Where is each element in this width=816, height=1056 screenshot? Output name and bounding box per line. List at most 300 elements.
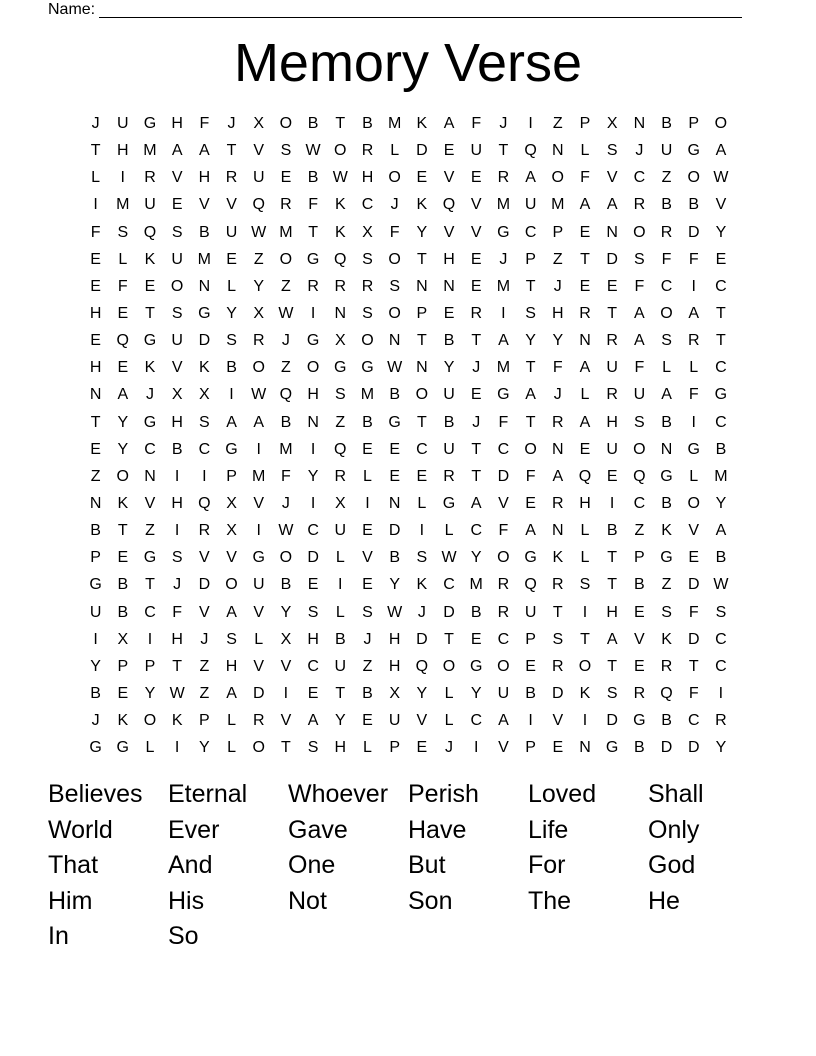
grid-letter[interactable]: F xyxy=(172,603,183,621)
grid-letter[interactable]: G xyxy=(143,413,157,431)
grid-letter[interactable]: D xyxy=(388,522,401,540)
grid-letter[interactable]: C xyxy=(524,223,537,241)
grid-letter[interactable]: V xyxy=(144,494,156,512)
grid-letter[interactable]: B xyxy=(443,332,455,350)
grid-letter[interactable]: V xyxy=(470,196,482,214)
grid-letter[interactable]: M xyxy=(387,115,402,132)
grid-letter[interactable]: R xyxy=(198,522,211,540)
grid-letter[interactable]: V xyxy=(362,549,373,567)
grid-letter[interactable]: Y xyxy=(715,494,727,512)
grid-letter[interactable]: L xyxy=(580,522,590,540)
name-blank-line[interactable] xyxy=(99,2,742,18)
grid-letter[interactable]: L xyxy=(689,467,699,485)
grid-letter[interactable]: Y xyxy=(117,440,129,458)
grid-letter[interactable]: E xyxy=(634,603,645,621)
grid-letter[interactable]: Q xyxy=(143,223,157,241)
grid-letter[interactable]: A xyxy=(715,142,727,160)
grid-letter[interactable]: N xyxy=(144,467,156,485)
grid-letter[interactable]: L xyxy=(145,739,155,757)
grid-letter[interactable]: Q xyxy=(415,657,429,675)
grid-letter[interactable]: B xyxy=(362,684,373,702)
grid-letter[interactable]: N xyxy=(89,494,102,512)
grid-letter[interactable]: C xyxy=(715,657,727,675)
grid-letter[interactable]: G xyxy=(687,142,700,160)
grid-letter[interactable]: N xyxy=(388,332,401,350)
grid-letter[interactable]: E xyxy=(552,739,564,757)
grid-letter[interactable]: T xyxy=(552,603,563,621)
grid-letter[interactable]: A xyxy=(226,603,237,621)
grid-letter[interactable]: O xyxy=(442,657,456,675)
grid-letter[interactable]: G xyxy=(334,359,347,377)
grid-letter[interactable]: K xyxy=(144,250,156,268)
grid-letter[interactable]: D xyxy=(198,576,211,594)
grid-letter[interactable]: S xyxy=(362,304,373,322)
grid-letter[interactable]: G xyxy=(361,359,374,377)
grid-letter[interactable]: N xyxy=(579,332,591,350)
grid-letter[interactable]: L xyxy=(91,169,101,187)
grid-letter[interactable]: E xyxy=(117,549,129,567)
grid-letter[interactable]: T xyxy=(308,223,318,241)
grid-letter[interactable]: Y xyxy=(470,684,482,702)
grid-letter[interactable]: C xyxy=(416,440,428,458)
grid-letter[interactable]: F xyxy=(308,196,318,214)
grid-letter[interactable]: E xyxy=(307,684,319,702)
grid-letter[interactable]: M xyxy=(496,196,511,214)
grid-letter[interactable]: W xyxy=(441,549,457,567)
grid-letter[interactable]: O xyxy=(388,169,401,187)
grid-letter[interactable]: I xyxy=(93,630,98,648)
grid-letter[interactable]: C xyxy=(361,196,374,214)
grid-letter[interactable]: Y xyxy=(253,277,265,295)
grid-letter[interactable]: P xyxy=(117,657,129,675)
grid-letter[interactable]: G xyxy=(687,440,700,458)
grid-letter[interactable]: A xyxy=(525,386,536,404)
grid-letter[interactable]: L xyxy=(335,549,345,567)
grid-letter[interactable]: N xyxy=(660,440,673,458)
grid-letter[interactable]: U xyxy=(443,386,455,404)
grid-letter[interactable]: W xyxy=(713,576,729,594)
grid-letter[interactable]: V xyxy=(199,549,210,567)
grid-letter[interactable]: N xyxy=(416,277,428,295)
grid-letter[interactable]: F xyxy=(688,603,699,621)
grid-letter[interactable]: U xyxy=(606,359,618,377)
grid-letter[interactable]: F xyxy=(552,359,563,377)
grid-letter[interactable]: T xyxy=(145,304,155,322)
grid-letter[interactable]: R xyxy=(606,386,618,404)
grid-letter[interactable]: A xyxy=(579,359,591,377)
grid-letter[interactable]: P xyxy=(389,739,400,757)
grid-letter[interactable]: Q xyxy=(660,684,673,702)
grid-letter[interactable]: F xyxy=(471,115,482,132)
grid-letter[interactable]: I xyxy=(419,522,425,540)
grid-letter[interactable]: U xyxy=(443,440,455,458)
grid-letter[interactable]: K xyxy=(661,522,672,540)
grid-letter[interactable]: L xyxy=(254,630,264,648)
grid-letter[interactable]: I xyxy=(283,684,289,702)
grid-letter[interactable]: U xyxy=(171,332,183,350)
grid-letter[interactable]: D xyxy=(660,739,673,757)
grid-letter[interactable]: E xyxy=(90,277,101,295)
grid-letter[interactable]: B xyxy=(661,196,672,214)
grid-letter[interactable]: C xyxy=(198,440,211,458)
grid-letter[interactable]: R xyxy=(633,684,646,702)
grid-letter[interactable]: B xyxy=(443,413,455,431)
grid-letter[interactable]: M xyxy=(551,196,565,214)
grid-letter[interactable]: S xyxy=(171,304,183,322)
grid-letter[interactable]: M xyxy=(469,576,483,594)
grid-letter[interactable]: I xyxy=(338,576,343,594)
grid-letter[interactable]: T xyxy=(90,413,101,431)
grid-letter[interactable]: U xyxy=(334,657,347,675)
grid-letter[interactable]: L xyxy=(580,142,590,160)
grid-letter[interactable]: N xyxy=(89,386,102,404)
grid-letter[interactable]: U xyxy=(117,115,129,132)
grid-letter[interactable]: W xyxy=(387,359,403,377)
grid-letter[interactable]: V xyxy=(498,494,509,512)
grid-letter[interactable]: S xyxy=(226,630,237,648)
grid-letter[interactable]: Z xyxy=(661,169,672,187)
grid-letter[interactable]: U xyxy=(334,522,347,540)
grid-letter[interactable]: X xyxy=(389,684,400,702)
grid-letter[interactable]: P xyxy=(552,223,564,241)
grid-letter[interactable]: G xyxy=(198,304,211,322)
grid-letter[interactable]: A xyxy=(498,332,509,350)
grid-letter[interactable]: O xyxy=(388,250,401,268)
grid-letter[interactable]: Y xyxy=(334,712,346,730)
grid-letter[interactable]: C xyxy=(497,630,510,648)
grid-letter[interactable]: E xyxy=(416,467,428,485)
grid-letter[interactable]: U xyxy=(606,440,618,458)
grid-letter[interactable]: F xyxy=(634,359,645,377)
grid-letter[interactable]: M xyxy=(360,386,375,404)
grid-letter[interactable]: I xyxy=(93,196,98,214)
grid-letter[interactable]: L xyxy=(580,386,590,404)
grid-letter[interactable]: B xyxy=(634,739,645,757)
grid-letter[interactable]: L xyxy=(335,603,345,621)
grid-letter[interactable]: O xyxy=(279,549,293,567)
grid-letter[interactable]: W xyxy=(278,304,294,322)
grid-letter[interactable]: X xyxy=(199,386,210,404)
grid-letter[interactable]: C xyxy=(144,603,156,621)
grid-letter[interactable]: G xyxy=(469,657,483,675)
grid-letter[interactable]: D xyxy=(687,739,700,757)
grid-letter[interactable]: I xyxy=(202,467,207,485)
grid-letter[interactable]: E xyxy=(525,494,536,512)
grid-letter[interactable]: B xyxy=(117,603,129,621)
grid-letter[interactable]: R xyxy=(660,223,673,241)
grid-letter[interactable]: I xyxy=(501,304,506,322)
grid-letter[interactable]: B xyxy=(634,576,645,594)
grid-letter[interactable]: Q xyxy=(252,196,265,214)
grid-letter[interactable]: Z xyxy=(281,277,291,295)
grid-letter[interactable]: S xyxy=(389,277,400,295)
grid-letter[interactable]: S xyxy=(715,603,727,621)
grid-letter[interactable]: E xyxy=(715,250,727,268)
grid-letter[interactable]: V xyxy=(199,603,210,621)
grid-letter[interactable]: C xyxy=(470,712,482,730)
grid-letter[interactable]: E xyxy=(307,576,319,594)
grid-letter[interactable]: J xyxy=(227,115,236,132)
grid-letter[interactable]: E xyxy=(470,250,482,268)
grid-letter[interactable]: B xyxy=(715,440,727,458)
grid-letter[interactable]: G xyxy=(714,386,728,404)
grid-letter[interactable]: P xyxy=(634,549,645,567)
grid-letter[interactable]: X xyxy=(117,630,129,648)
grid-letter[interactable]: A xyxy=(579,196,591,214)
grid-letter[interactable]: E xyxy=(362,522,373,540)
grid-letter[interactable]: S xyxy=(634,250,645,268)
grid-letter[interactable]: E xyxy=(362,440,373,458)
grid-letter[interactable]: J xyxy=(472,359,481,377)
grid-letter[interactable]: N xyxy=(388,494,401,512)
grid-letter[interactable]: O xyxy=(334,142,347,160)
grid-letter[interactable]: T xyxy=(716,332,726,350)
grid-letter[interactable]: C xyxy=(307,657,319,675)
grid-letter[interactable]: E xyxy=(579,223,591,241)
grid-letter[interactable]: G xyxy=(89,576,102,594)
grid-letter[interactable]: B xyxy=(606,522,618,540)
grid-letter[interactable]: D xyxy=(497,467,510,485)
grid-letter[interactable]: O xyxy=(143,712,157,730)
grid-letter[interactable]: I xyxy=(256,440,261,458)
grid-letter[interactable]: J xyxy=(281,332,290,350)
grid-letter[interactable]: H xyxy=(89,304,102,322)
grid-letter[interactable]: R xyxy=(633,196,646,214)
grid-letter[interactable]: K xyxy=(416,576,428,594)
grid-letter[interactable]: G xyxy=(633,712,646,730)
grid-letter[interactable]: H xyxy=(171,413,183,431)
grid-letter[interactable]: T xyxy=(471,332,482,350)
grid-letter[interactable]: I xyxy=(528,712,533,730)
grid-letter[interactable]: X xyxy=(253,304,265,322)
grid-letter[interactable]: M xyxy=(252,467,266,485)
grid-letter[interactable]: G xyxy=(225,440,238,458)
grid-letter[interactable]: C xyxy=(470,522,482,540)
grid-letter[interactable]: W xyxy=(278,522,294,540)
grid-letter[interactable]: A xyxy=(525,169,536,187)
grid-letter[interactable]: S xyxy=(171,549,183,567)
grid-letter[interactable]: Q xyxy=(279,386,293,404)
grid-letter[interactable]: G xyxy=(306,250,320,268)
grid-letter[interactable]: J xyxy=(472,413,481,431)
grid-letter[interactable]: J xyxy=(417,603,426,621)
grid-letter[interactable]: I xyxy=(229,386,234,404)
grid-letter[interactable]: W xyxy=(251,223,267,241)
grid-letter[interactable]: Q xyxy=(334,250,347,268)
grid-letter[interactable]: S xyxy=(661,603,672,621)
grid-letter[interactable]: E xyxy=(90,250,101,268)
grid-letter[interactable]: A xyxy=(470,494,482,512)
grid-letter[interactable]: S xyxy=(307,739,319,757)
grid-letter[interactable]: V xyxy=(280,657,292,675)
grid-letter[interactable]: T xyxy=(607,576,618,594)
grid-letter[interactable]: U xyxy=(144,196,156,214)
grid-letter[interactable]: Z xyxy=(281,359,291,377)
grid-letter[interactable]: H xyxy=(198,169,211,187)
grid-letter[interactable]: D xyxy=(416,142,428,160)
grid-letter[interactable]: B xyxy=(715,549,727,567)
grid-letter[interactable]: J xyxy=(200,630,209,648)
grid-letter[interactable]: M xyxy=(197,250,211,268)
grid-letter[interactable]: E xyxy=(688,549,700,567)
grid-letter[interactable]: S xyxy=(416,549,428,567)
grid-letter[interactable]: Z xyxy=(634,522,645,540)
grid-letter[interactable]: H xyxy=(171,630,183,648)
grid-letter[interactable]: F xyxy=(688,684,699,702)
grid-letter[interactable]: B xyxy=(389,386,400,404)
grid-letter[interactable]: K xyxy=(661,630,672,648)
grid-letter[interactable]: K xyxy=(552,549,564,567)
grid-letter[interactable]: R xyxy=(497,603,510,621)
grid-letter[interactable]: K xyxy=(334,223,346,241)
grid-letter[interactable]: P xyxy=(90,549,101,567)
grid-letter[interactable]: I xyxy=(582,603,588,621)
grid-letter[interactable]: Z xyxy=(90,467,101,485)
grid-letter[interactable]: W xyxy=(169,684,185,702)
grid-letter[interactable]: S xyxy=(362,250,373,268)
grid-letter[interactable]: F xyxy=(498,522,509,540)
grid-letter[interactable]: B xyxy=(90,684,101,702)
grid-letter[interactable]: B xyxy=(661,494,672,512)
grid-letter[interactable]: H xyxy=(117,142,129,160)
grid-letter[interactable]: L xyxy=(417,494,427,512)
grid-letter[interactable]: B xyxy=(688,196,700,214)
grid-letter[interactable]: N xyxy=(552,440,564,458)
grid-letter[interactable]: U xyxy=(388,712,401,730)
grid-letter[interactable]: A xyxy=(525,522,536,540)
grid-letter[interactable]: J xyxy=(553,386,562,404)
grid-letter[interactable]: E xyxy=(525,657,536,675)
grid-letter[interactable]: O xyxy=(551,169,564,187)
grid-letter[interactable]: G xyxy=(388,413,401,431)
grid-letter[interactable]: T xyxy=(444,630,454,648)
grid-letter[interactable]: A xyxy=(307,712,319,730)
grid-letter[interactable]: S xyxy=(307,603,319,621)
grid-letter[interactable]: S xyxy=(606,142,618,160)
grid-letter[interactable]: X xyxy=(280,630,292,648)
grid-letter[interactable]: D xyxy=(687,576,700,594)
grid-letter[interactable]: V xyxy=(634,630,645,648)
grid-letter[interactable]: R xyxy=(552,494,564,512)
grid-letter[interactable]: I xyxy=(256,522,261,540)
grid-letter[interactable]: M xyxy=(496,359,511,377)
grid-letter[interactable]: A xyxy=(443,115,455,132)
grid-letter[interactable]: E xyxy=(470,277,482,295)
grid-letter[interactable]: B xyxy=(389,549,400,567)
grid-letter[interactable]: R xyxy=(361,277,374,295)
grid-letter[interactable]: T xyxy=(525,277,536,295)
grid-letter[interactable]: E xyxy=(606,467,618,485)
grid-letter[interactable]: R xyxy=(252,332,265,350)
grid-letter[interactable]: H xyxy=(307,630,319,648)
grid-letter[interactable]: G xyxy=(143,115,157,132)
grid-letter[interactable]: E xyxy=(362,712,373,730)
grid-letter[interactable]: T xyxy=(471,440,482,458)
grid-letter[interactable]: Y xyxy=(90,657,101,675)
grid-letter[interactable]: B xyxy=(362,115,373,132)
grid-letter[interactable]: H xyxy=(579,494,591,512)
grid-letter[interactable]: B xyxy=(661,712,672,730)
grid-letter[interactable]: T xyxy=(716,304,726,322)
grid-letter[interactable]: N xyxy=(552,142,564,160)
grid-letter[interactable]: S xyxy=(280,142,292,160)
grid-letter[interactable]: H xyxy=(388,657,401,675)
grid-letter[interactable]: Y xyxy=(416,684,428,702)
grid-letter[interactable]: E xyxy=(280,169,292,187)
grid-letter[interactable]: W xyxy=(251,386,267,404)
grid-letter[interactable]: N xyxy=(443,277,455,295)
grid-letter[interactable]: W xyxy=(387,603,403,621)
grid-letter[interactable]: R xyxy=(497,169,510,187)
grid-letter[interactable]: O xyxy=(687,169,700,187)
grid-letter[interactable]: I xyxy=(473,739,479,757)
grid-letter[interactable]: J xyxy=(553,277,562,295)
grid-letter[interactable]: V xyxy=(443,169,455,187)
grid-letter[interactable]: M xyxy=(116,196,130,214)
grid-letter[interactable]: C xyxy=(633,169,646,187)
grid-letter[interactable]: T xyxy=(145,576,155,594)
grid-letter[interactable]: T xyxy=(117,522,128,540)
grid-letter[interactable]: J xyxy=(499,115,508,132)
grid-letter[interactable]: U xyxy=(470,142,482,160)
grid-letter[interactable]: S xyxy=(171,223,183,241)
grid-letter[interactable]: S xyxy=(661,332,672,350)
grid-letter[interactable]: B xyxy=(226,359,237,377)
grid-letter[interactable]: P xyxy=(416,304,428,322)
grid-letter[interactable]: G xyxy=(252,549,265,567)
grid-letter[interactable]: L xyxy=(227,712,236,730)
grid-letter[interactable]: F xyxy=(688,250,699,268)
grid-letter[interactable]: C xyxy=(687,712,700,730)
grid-letter[interactable]: D xyxy=(687,223,700,241)
grid-letter[interactable]: K xyxy=(199,359,210,377)
grid-letter[interactable]: V xyxy=(715,196,727,214)
grid-letter[interactable]: R xyxy=(552,657,564,675)
grid-letter[interactable]: E xyxy=(470,169,482,187)
grid-letter[interactable]: D xyxy=(687,630,700,648)
grid-letter[interactable]: I xyxy=(174,522,180,540)
grid-letter[interactable]: B xyxy=(117,576,129,594)
grid-letter[interactable]: A xyxy=(226,413,237,431)
grid-letter[interactable]: L xyxy=(444,522,454,540)
grid-letter[interactable]: G xyxy=(442,494,456,512)
grid-letter[interactable]: N xyxy=(198,277,211,295)
grid-letter[interactable]: Y xyxy=(226,304,237,322)
grid-letter[interactable]: Q xyxy=(198,494,211,512)
grid-letter[interactable]: B xyxy=(525,684,536,702)
grid-letter[interactable]: H xyxy=(443,250,455,268)
grid-letter[interactable]: V xyxy=(253,142,265,160)
grid-letter[interactable]: R xyxy=(715,712,727,730)
grid-letter[interactable]: F xyxy=(661,250,672,268)
grid-letter[interactable]: O xyxy=(633,440,646,458)
grid-letter[interactable]: E xyxy=(389,440,400,458)
grid-letter[interactable]: H xyxy=(171,115,183,132)
grid-letter[interactable]: H xyxy=(225,657,238,675)
grid-letter[interactable]: H xyxy=(606,413,618,431)
grid-letter[interactable]: D xyxy=(307,549,319,567)
grid-letter[interactable]: K xyxy=(334,196,346,214)
grid-letter[interactable]: Q xyxy=(442,196,456,214)
grid-letter[interactable]: D xyxy=(606,250,618,268)
grid-letter[interactable]: Y xyxy=(552,332,564,350)
grid-letter[interactable]: T xyxy=(607,549,618,567)
grid-letter[interactable]: B xyxy=(90,522,101,540)
grid-letter[interactable]: S xyxy=(525,304,536,322)
grid-letter[interactable]: L xyxy=(363,467,372,485)
grid-letter[interactable]: R xyxy=(443,467,455,485)
grid-letter[interactable]: P xyxy=(226,467,237,485)
